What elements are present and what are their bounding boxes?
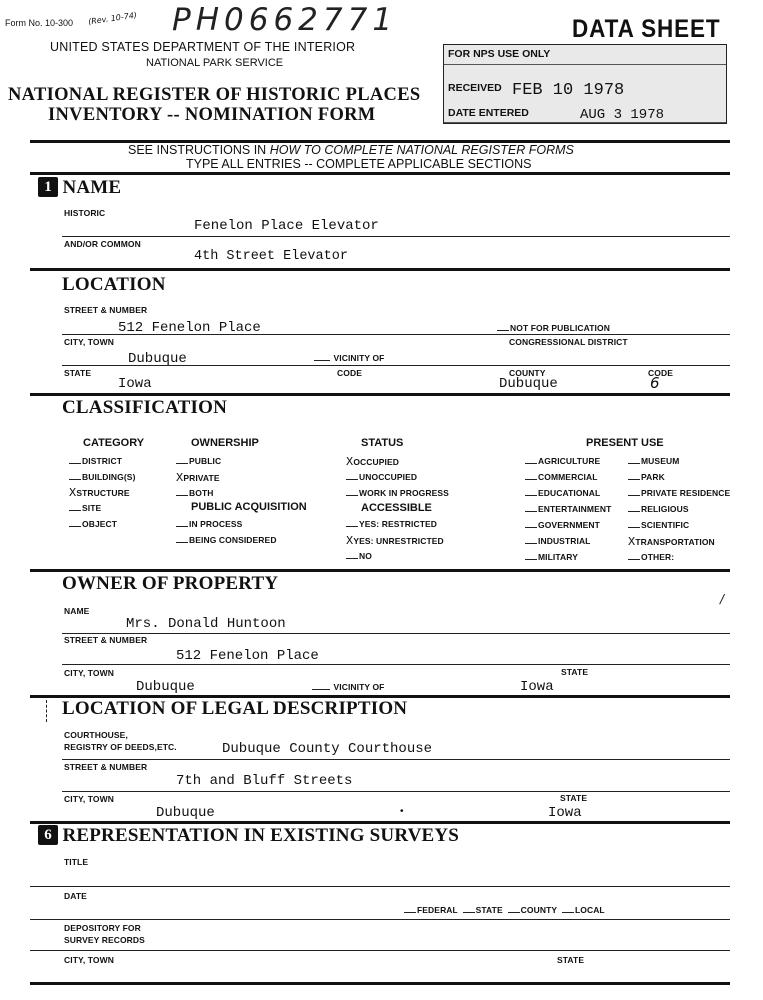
status-unoccupied-label: UNOCCUPIED [359,472,418,482]
status-work-in-progress-label: WORK IN PROGRESS [359,488,449,498]
form-revision: (Rev. 10-74) [87,10,138,27]
status-unoccupied[interactable] [346,472,417,482]
instructions-prefix: SEE INSTRUCTIONS IN [128,143,270,157]
accessible-no-label: NO [359,551,372,561]
department-name: UNITED STATES DEPARTMENT OF THE INTERIOR [50,40,356,54]
category-object[interactable] [69,519,117,529]
acquisition-being-considered-label: BEING CONSIDERED [189,535,277,545]
ownership-private-label: PRIVATE [183,473,220,483]
data-sheet-stamp: DATA SHEET [572,15,721,43]
location-county-code-value: 6 [650,374,660,392]
status-work-in-progress[interactable] [346,488,449,498]
accessible-restricted-label: YES: RESTRICTED [359,519,438,529]
owner-name-label: NAME [64,606,90,616]
margin-mark: / [720,592,725,606]
location-code-label: CODE [337,368,362,378]
location-street-value: 512 Fenelon Place [118,320,261,336]
surveys-jurisdiction [404,905,605,915]
accessible-no[interactable] [346,551,372,561]
handwritten-id: PH0662771 [172,2,398,38]
use-agriculture-label: AGRICULTURE [538,456,601,466]
location-state-value: Iowa [118,376,152,392]
state-blank[interactable] [463,905,475,913]
use-private-residence-label: PRIVATE RESIDENCE [641,488,731,498]
use-scientific-label: SCIENTIFIC [641,520,690,530]
category-structure-label: STRUCTURE [76,488,130,498]
courthouse-label-line2: REGISTRY OF DEEDS,ETC. [64,742,177,752]
use-other-label: OTHER: [641,552,675,562]
use-transportation-label: TRANSPORTATION [635,537,715,547]
use-transportation[interactable] [628,535,715,549]
use-commercial-label: COMMERCIAL [538,472,598,482]
federal-blank[interactable] [404,905,416,913]
state-label: STATE [475,905,503,915]
use-commercial[interactable] [525,472,598,482]
location-vicinity-label: VICINITY OF [333,353,385,363]
federal-label: FEDERAL [417,905,458,915]
section-title-location: LOCATION [62,274,166,295]
location-county-label: COUNTY [509,368,546,378]
local-blank[interactable] [562,905,574,913]
date-entered-label: DATE ENTERED [448,107,529,119]
location-city-value: Dubuque [128,351,187,367]
date-entered-stamp: AUG 3 1978 [580,107,665,123]
legal-street-label: STREET & NUMBER [64,762,148,772]
historic-label: HISTORIC [64,208,106,218]
present-use-header: PRESENT USE [586,437,664,449]
use-entertainment-label: ENTERTAINMENT [538,504,612,514]
accessible-unrestricted-check: X [346,534,354,548]
ownership-private[interactable] [176,471,220,485]
use-other[interactable] [628,552,674,562]
owner-vicinity-label: VICINITY OF [333,682,385,692]
status-occupied-check: X [346,455,354,469]
category-site[interactable] [69,503,101,513]
location-vicinity [314,353,384,363]
location-city-label: CITY, TOWN [64,337,114,347]
category-structure-check: X [69,486,77,500]
acquisition-being-considered[interactable] [176,535,277,545]
use-educational[interactable] [525,488,600,498]
use-entertainment[interactable] [525,504,611,514]
form-number: Form No. 10-300 [5,18,74,28]
acquisition-in-process-label: IN PROCESS [189,519,243,529]
legal-city-value: Dubuque [156,805,215,821]
owner-street-value: 512 Fenelon Place [176,648,319,664]
local-label: LOCAL [574,905,605,915]
received-label: RECEIVED [448,82,502,94]
use-private-residence[interactable] [628,488,730,498]
section-number-6: 6 [38,825,58,845]
legal-state-label: STATE [560,793,588,803]
legal-street-value: 7th and Bluff Streets [176,773,353,789]
common-name-value: 4th Street Elevator [194,249,348,264]
acquisition-in-process[interactable] [176,519,242,529]
instructions-line2: TYPE ALL ENTRIES -- COMPLETE APPLICABLE SECTIONS [186,157,532,171]
courthouse-value: Dubuque County Courthouse [222,741,433,757]
nps-use-box [443,44,727,124]
category-district[interactable] [69,456,122,466]
ownership-private-check: X [176,471,184,485]
section-title-legal: LOCATION OF LEGAL DESCRIPTION [62,698,408,719]
legal-state-value: Iowa [548,805,582,821]
use-industrial[interactable] [525,536,590,546]
use-industrial-label: INDUSTRIAL [538,536,591,546]
section-1-heading [38,177,121,199]
location-state-label: STATE [64,368,92,378]
ownership-header: OWNERSHIP [191,437,259,449]
congressional-district-label: CONGRESSIONAL DISTRICT [509,337,628,347]
surveys-city-label: CITY, TOWN [64,955,114,965]
use-religious[interactable] [628,504,689,514]
ownership-public-label: PUBLIC [189,456,222,466]
section-6-heading [38,825,459,847]
received-date-stamp: FEB 10 1978 [512,81,625,100]
category-object-label: OBJECT [82,519,118,529]
county-label: COUNTY [520,905,558,915]
form-title-line2: INVENTORY -- NOMINATION FORM [48,105,376,125]
category-buildings[interactable] [69,472,136,482]
use-government[interactable] [525,520,600,530]
category-structure[interactable] [69,486,130,500]
owner-state-label: STATE [561,667,589,677]
owner-city-label: CITY, TOWN [64,668,114,678]
use-museum[interactable] [628,456,679,466]
nps-use-label: FOR NPS USE ONLY [448,48,551,60]
ink-dot: • [400,806,404,817]
section-title-surveys: REPRESENTATION IN EXISTING SURVEYS [62,825,460,846]
owner-street-label: STREET & NUMBER [64,635,148,645]
surveys-date-label: DATE [64,891,87,901]
ownership-public[interactable] [176,456,221,466]
accessible-header: ACCESSIBLE [361,502,432,514]
service-name: NATIONAL PARK SERVICE [146,57,284,69]
section-title-classification: CLASSIFICATION [62,397,228,418]
category-header: CATEGORY [83,437,145,449]
status-occupied[interactable] [346,455,399,469]
not-for-publication-label: NOT FOR PUBLICATION [510,323,610,333]
location-code2-label: CODE [648,368,673,378]
use-park-label: PARK [641,472,665,482]
public-acquisition-header: PUBLIC ACQUISITION [191,501,307,513]
location-county-value: Dubuque [499,376,558,392]
surveys-title-label: TITLE [64,857,89,867]
use-military[interactable] [525,552,578,562]
use-agriculture[interactable] [525,456,600,466]
depository-label-line1: DEPOSITORY FOR [64,923,141,933]
owner-city-value: Dubuque [136,679,195,695]
section-number-1: 1 [38,177,58,197]
legal-city-label: CITY, TOWN [64,794,114,804]
use-educational-label: EDUCATIONAL [538,488,601,498]
use-scientific[interactable] [628,520,689,530]
owner-name-value: Mrs. Donald Huntoon [126,616,286,632]
section-title-owner: OWNER OF PROPERTY [62,573,279,594]
use-transportation-check: X [628,535,636,549]
depository-label-line2: SURVEY RECORDS [64,935,145,945]
category-site-label: SITE [82,503,102,513]
use-government-label: GOVERNMENT [538,520,600,530]
accessible-unrestricted[interactable] [346,534,444,548]
not-for-publication [497,323,610,333]
use-park[interactable] [628,472,665,482]
use-religious-label: RELIGIOUS [641,504,689,514]
owner-vicinity [312,682,384,692]
instructions-title: HOW TO COMPLETE NATIONAL REGISTER FORMS [269,143,574,157]
owner-state-value: Iowa [520,679,554,695]
surveys-state-label: STATE [557,955,585,965]
form-title-line1: NATIONAL REGISTER OF HISTORIC PLACES [8,85,421,105]
status-header: STATUS [361,437,404,449]
ownership-both-label: BOTH [189,488,214,498]
accessible-restricted[interactable] [346,519,437,529]
ownership-both[interactable] [176,488,213,498]
instructions-line1 [128,143,574,157]
accessible-unrestricted-label: YES: UNRESTRICTED [353,536,444,546]
courthouse-label-line1: COURTHOUSE, [64,730,128,740]
county-blank[interactable] [508,905,520,913]
category-district-label: DISTRICT [82,456,122,466]
common-name-label: AND/OR COMMON [64,239,141,249]
status-occupied-label: OCCUPIED [353,457,399,467]
category-buildings-label: BUILDING(S) [82,472,136,482]
location-street-label: STREET & NUMBER [64,305,148,315]
historic-name-value: Fenelon Place Elevator [194,218,379,234]
section-title-name: NAME [62,177,122,198]
use-museum-label: MUSEUM [641,456,680,466]
use-military-label: MILITARY [538,552,578,562]
